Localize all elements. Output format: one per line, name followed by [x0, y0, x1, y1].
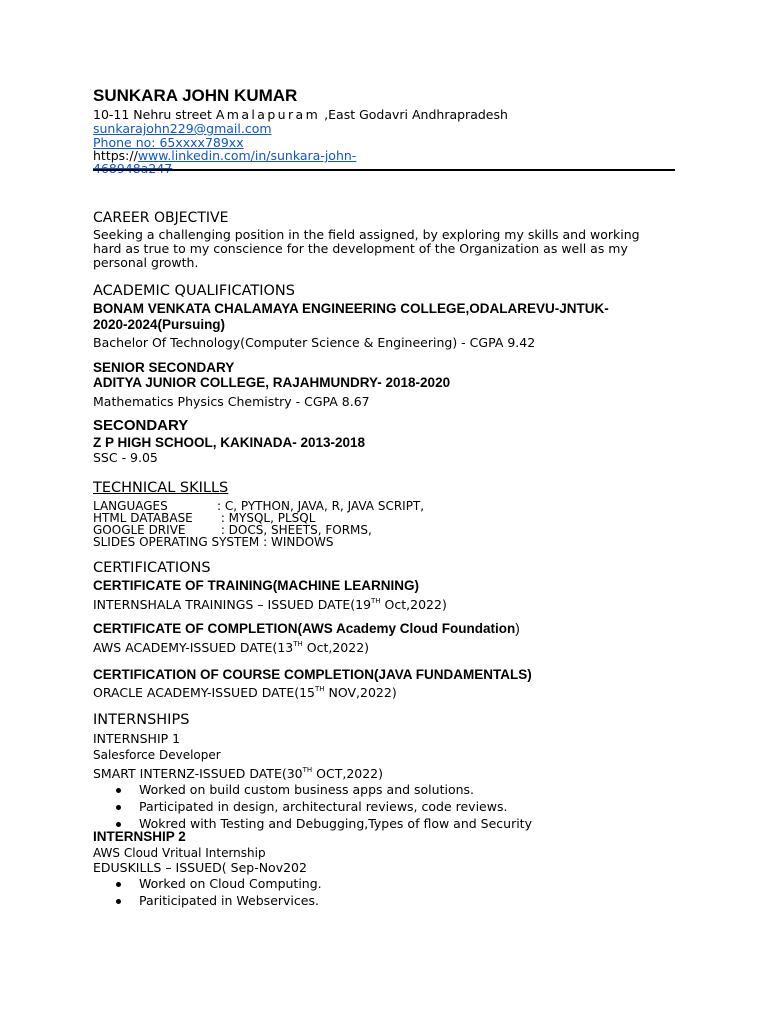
certification-issuer-date: NOV,2022)	[324, 685, 397, 700]
skill-row	[93, 535, 334, 549]
certification-title-text: CERTIFICATE OF COMPLETION(AWS Academy Cloud Foundation	[93, 621, 516, 636]
bullet-icon	[116, 805, 121, 810]
degree-detail: Bachelor Of Technology(Computer Science & Engineering) - CGPA 9.42	[93, 335, 536, 350]
certification-title	[93, 621, 520, 636]
address-city: Amalapuram	[215, 107, 321, 122]
certification-issuer	[93, 597, 447, 612]
bullet-icon	[116, 899, 121, 904]
certifications-heading: CERTIFICATIONS	[93, 560, 211, 576]
certification-issuer-text: INTERNSHALA TRAININGS – ISSUED DATE(19	[93, 597, 372, 612]
certification-title: CERTIFICATE OF TRAINING(MACHINE LEARNING)	[93, 578, 419, 593]
college-years: 2020-2024(Pursuing)	[93, 317, 226, 332]
skill-value: : C, PYTHON, JAVA, R, JAVA SCRIPT,	[217, 499, 425, 513]
certification-issuer-text: AWS ACADEMY-ISSUED DATE(13	[93, 640, 294, 655]
list-item-text: Wokred with Testing and Debugging,Types of flow and Security	[139, 816, 532, 831]
bullet-icon	[116, 788, 121, 793]
college-name: BONAM VENKATA CHALAMAYA ENGINEERING COLLEGE,ODALAREVU-JNTUK-	[93, 301, 609, 316]
list-item-text: Worked on Cloud Computing.	[139, 876, 322, 891]
linkedin-link[interactable]: www.linkedin.com/in/sunkara-john-	[137, 148, 357, 163]
secondary-heading: SECONDARY	[93, 417, 189, 434]
ordinal-suffix: TH	[371, 597, 381, 605]
secondary-school: Z P HIGH SCHOOL, KAKINADA- 2013-2018	[93, 435, 366, 450]
technical-skills-heading: TECHNICAL SKILLS	[93, 480, 229, 496]
bullet-icon	[116, 822, 121, 827]
career-objective-heading: CAREER OBJECTIVE	[93, 210, 229, 226]
internship-2-role: AWS Cloud Vritual Internship	[93, 846, 266, 860]
internship-2-heading: INTERNSHIP 2	[93, 829, 186, 844]
skill-key: GOOGLE DRIVE	[93, 523, 186, 537]
skill-key: SLIDES OPERATING SYSTEM :	[93, 535, 268, 549]
skill-key: LANGUAGES	[93, 499, 168, 513]
career-objective-text: Seeking a challenging position in the field assigned, by exploring my skills and working hard as true to my conscience for the development of the Organization as well as my personal growth.	[93, 227, 640, 270]
senior-secondary-detail: Mathematics Physics Chemistry - CGPA 8.67	[93, 394, 370, 409]
academic-heading: ACADEMIC QUALIFICATIONS	[93, 283, 295, 299]
list-item-text: Worked on build custom business apps and solutions.	[139, 782, 475, 797]
list-item-text: Participated in design, architectural reviews, code reviews.	[139, 799, 508, 814]
ordinal-suffix: TH	[302, 766, 313, 774]
internship-1-issuer-text: SMART INTERNZ-ISSUED DATE(30	[93, 766, 303, 781]
skill-value: : DOCS, SHEETS, FORMS,	[217, 523, 372, 537]
internship-2-issuer: EDUSKILLS – ISSUED( Sep-Nov202	[93, 860, 307, 875]
internship-1-issuer-date: OCT,2022)	[312, 766, 384, 781]
certification-issuer-text: ORACLE ACADEMY-ISSUED DATE(15	[93, 685, 315, 700]
certification-issuer	[93, 640, 369, 655]
address-street: 10-11 Nehru street	[93, 107, 216, 122]
internships-heading: INTERNSHIPS	[93, 712, 190, 728]
internship-1-heading: INTERNSHIP 1	[93, 731, 181, 746]
ordinal-suffix: TH	[315, 685, 325, 693]
secondary-detail: SSC - 9.05	[93, 450, 158, 465]
certification-title: CERTIFICATION OF COURSE COMPLETION(JAVA FUNDAMENTALS)	[93, 667, 532, 682]
skill-key: HTML DATABASE	[93, 511, 193, 525]
header-divider	[93, 169, 675, 171]
phone-link[interactable]: Phone no: 65xxxx789xx	[93, 135, 244, 150]
bullet-icon	[116, 882, 121, 887]
senior-secondary-school: ADITYA JUNIOR COLLEGE, RAJAHMUNDRY- 2018-2020	[93, 375, 451, 390]
certification-issuer-date: Oct,2022)	[380, 597, 447, 612]
list-item-text: Pariticipated in Webservices.	[139, 893, 319, 908]
skill-value: WINDOWS	[267, 535, 334, 549]
email-link[interactable]: sunkarajohn229@gmail.com	[93, 121, 272, 136]
certification-issuer-date: Oct,2022)	[302, 640, 370, 655]
ordinal-suffix: TH	[293, 640, 303, 648]
address-region: ,East Godavri Andhrapradesh	[320, 107, 508, 122]
certification-title-tail: )	[515, 621, 520, 636]
internship-1-role: Salesforce Developer	[93, 748, 221, 762]
internship-1-issuer	[93, 766, 383, 781]
senior-secondary-heading: SENIOR SECONDARY	[93, 360, 235, 375]
certification-issuer	[93, 685, 397, 700]
address	[93, 107, 508, 122]
skill-value: : MYSQL, PLSQL	[217, 511, 316, 525]
linkedin-prefix: https://	[93, 148, 138, 163]
candidate-name: SUNKARA JOHN KUMAR	[93, 86, 298, 105]
